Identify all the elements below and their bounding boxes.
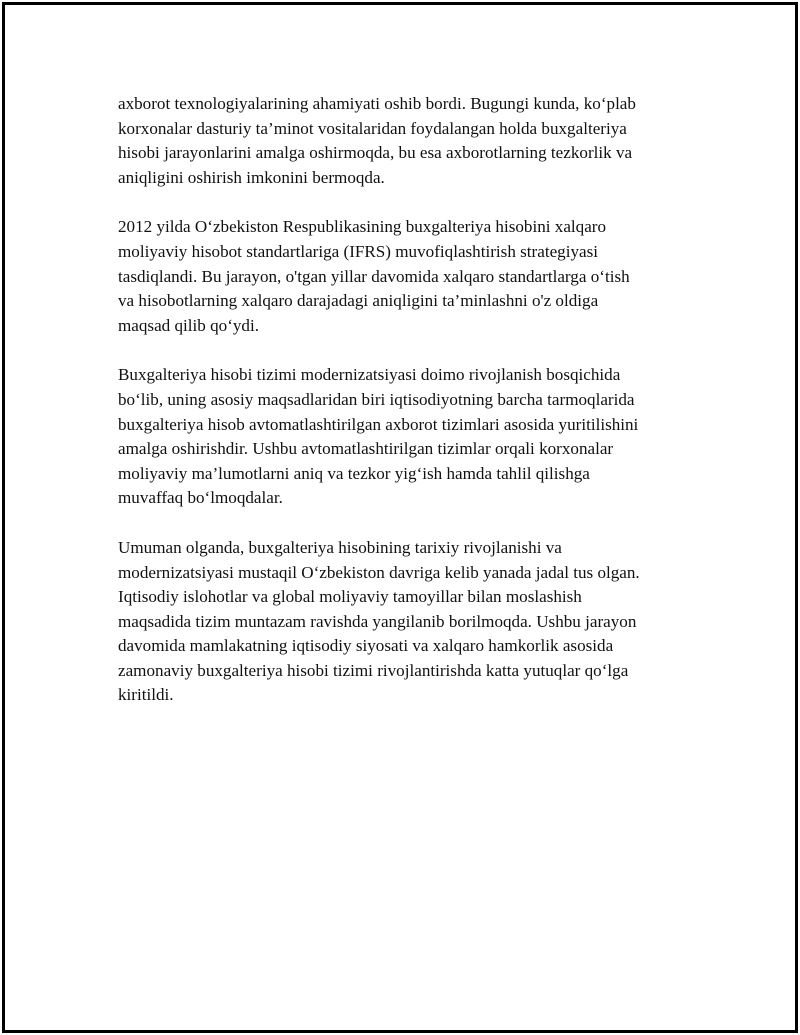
text-line: maqsadida tizim muntazam ravishda yangilanib borilmoqda. Ushbu jarayon bbox=[118, 611, 637, 631]
text-line: Buxgalteriya hisobi tizimi modernizatsiyasi doimo rivojlanish bosqichida bbox=[118, 365, 621, 385]
text-line: 2012 yilda O‘zbekiston Respublikasining buxgalteriya hisobini xalqaro bbox=[118, 217, 607, 237]
text-line: zamonaviy buxgalteriya hisobi tizimi rivojlantirishda katta yutuqlar qo‘lga bbox=[118, 660, 629, 680]
text-line: Iqtisodiy islohotlar va global moliyaviy tamoyillar bilan moslashish bbox=[118, 587, 582, 607]
text-line: tasdiqlandi. Bu jarayon, o'tgan yillar davomida xalqaro standartlarga o‘tish bbox=[118, 266, 630, 286]
text-line: axborot texnologiyalarining ahamiyati oshib bordi. Bugungi kunda, ko‘plab bbox=[118, 94, 636, 113]
text-line: moliyaviy hisobot standartlariga (IFRS) muvofiqlashtirish strategiyasi bbox=[118, 241, 598, 261]
text-line: maqsad qilib qo‘ydi. bbox=[118, 315, 260, 335]
text-line: bo‘lib, uning asosiy maqsadlaridan biri iqtisodiyotning barcha tarmoqlarida bbox=[118, 389, 635, 409]
text-line: moliyaviy ma’lumotlarni aniq va tezkor yig‘ish hamda tahlil qilishga bbox=[118, 463, 590, 483]
text-line: aniqligini oshirish imkonini bermoqda. bbox=[118, 167, 385, 187]
text-line: muvaffaq bo‘lmoqdalar. bbox=[118, 488, 283, 508]
document-body bbox=[118, 92, 698, 733]
text-line: korxonalar dasturiy ta’minot vositalaridan foydalangan holda buxgalteriya bbox=[118, 118, 627, 138]
text-line: davomida mamlakatning iqtisodiy siyosati va xalqaro hamkorlik asosida bbox=[118, 636, 614, 656]
text-line: hisobi jarayonlarini amalga oshirmoqda, bu esa axborotlarning tezkorlik va bbox=[118, 143, 633, 163]
paragraph-ict-importance bbox=[118, 92, 698, 190]
paragraph-ifrs-strategy bbox=[118, 215, 698, 338]
text-line: va hisobotlarning xalqaro darajadagi aniqligini ta’minlashni o'z oldiga bbox=[118, 291, 599, 311]
text-line: Umuman olganda, buxgalteriya hisobining tarixiy rivojlanishi va bbox=[118, 537, 562, 557]
paragraph-conclusion bbox=[118, 536, 698, 708]
text-line: buxgalteriya hisob avtomatlashtirilgan axborot tizimlari asosida yuritilishini bbox=[118, 414, 639, 434]
paragraph-modernization bbox=[118, 363, 698, 511]
text-line: kiritildi. bbox=[118, 685, 174, 705]
text-line: amalga oshirishdir. Ushbu avtomatlashtirilgan tizimlar orqali korxonalar bbox=[118, 439, 614, 459]
text-line: modernizatsiyasi mustaqil O‘zbekiston davriga kelib yanada jadal tus olgan. bbox=[118, 562, 640, 582]
